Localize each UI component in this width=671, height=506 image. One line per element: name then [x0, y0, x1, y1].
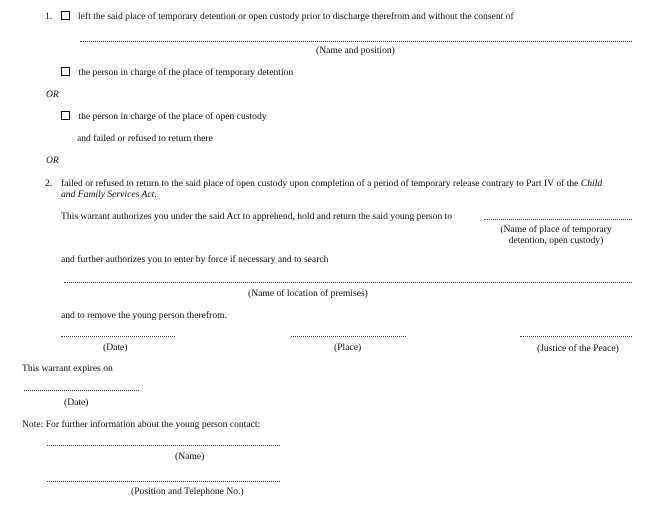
contact-position-line[interactable]: [47, 481, 280, 482]
justice-line[interactable]: [520, 336, 632, 337]
place-caption-line-1: (Name of place of temporary: [500, 224, 612, 235]
note-text: Note: For further information about the young person contact:: [22, 419, 261, 430]
authorize-text: This warrant authorizes you under the said Act to apprehend, hold and return the said young person to: [61, 211, 453, 222]
temporary-detention-label: the person in charge of the place of temporary detention: [78, 67, 294, 78]
date-caption: (Date): [103, 342, 128, 353]
place-line[interactable]: [291, 336, 406, 337]
expiry-date-caption: (Date): [64, 397, 89, 408]
item-2-text: [61, 178, 646, 200]
place-caption-line-2: detention, open custody): [508, 235, 604, 246]
item-2-act-name-part2: and Family Services Act: [61, 189, 155, 200]
open-custody-checkbox[interactable]: [61, 111, 70, 120]
name-position-caption: (Name and position): [316, 45, 395, 56]
expiry-date-line[interactable]: [24, 390, 139, 391]
item-1: [45, 11, 514, 22]
remove-text: and to remove the young person therefrom.: [61, 310, 227, 321]
contact-position-caption: (Position and Telephone No.): [131, 486, 244, 497]
place-caption: [494, 224, 618, 246]
place-caption-signature: (Place): [334, 342, 362, 353]
open-custody-label: the person in charge of the place of open custody: [78, 111, 267, 122]
or-separator-1: OR: [46, 89, 59, 100]
failed-refused-text: and failed or refused to return there: [77, 133, 213, 144]
justice-caption: (Justice of the Peace): [537, 343, 619, 354]
date-line[interactable]: [61, 336, 175, 337]
option-open-custody: [61, 111, 267, 122]
contact-name-caption: (Name): [175, 451, 205, 462]
enter-search-text: and further authorizes you to enter by force if necessary and to search: [61, 254, 329, 265]
expires-text: This warrant expires on: [22, 363, 113, 374]
item-2-text-main: failed or refused to return to the said place of open custody upon completion of a period of temporary release contrary to Part IV of the: [61, 178, 581, 189]
contact-name-line[interactable]: [47, 445, 280, 446]
item-2-number: 2.: [45, 178, 53, 189]
premises-line[interactable]: [64, 282, 632, 283]
item-2-act-name-part1: Child: [580, 178, 603, 189]
item-1-text: left the said place of temporary detention or open custody prior to discharge therefrom and without the consent of: [78, 11, 514, 22]
item-2-period: .: [154, 189, 157, 200]
option-temporary-detention: [61, 67, 293, 78]
item-1-checkbox[interactable]: [61, 11, 70, 20]
temporary-detention-checkbox[interactable]: [61, 67, 70, 76]
premises-caption: (Name of location of premises): [248, 288, 368, 299]
or-separator-2: OR: [46, 155, 59, 166]
return-place-line[interactable]: [484, 219, 632, 220]
consent-name-line[interactable]: [80, 41, 632, 42]
item-1-number: 1.: [45, 11, 53, 22]
